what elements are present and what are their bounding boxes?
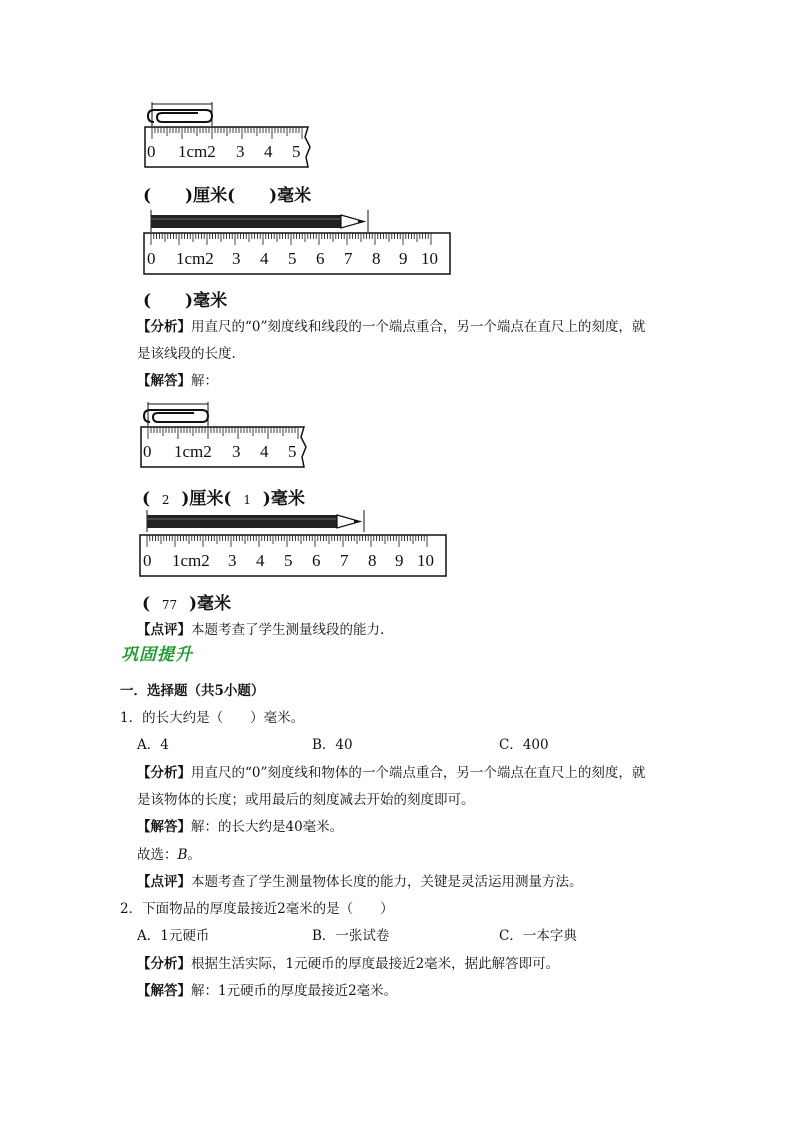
ruler-figure-paperclip [140, 100, 315, 172]
filled-cm-mm: ( 2 )厘米( 1 )毫米 [142, 489, 305, 509]
q2-option-a: A．1元硬币 [137, 928, 210, 944]
q1-analysis-cont: 是该物体的长度；或用最后的刻度减去开始的刻度即可。 [137, 792, 475, 808]
paperclip-icon [144, 410, 208, 422]
q2-answer: 【解答】解：1元硬币的厚度最接近2毫米。 [137, 983, 398, 999]
q1-analysis: 【分析】用直尺的“0”刻度线和物体的一个端点重合，另一个端点在直尺上的刻度，就 [137, 765, 646, 781]
q1-option-c: C．400 [499, 737, 549, 753]
q1-answer: 【解答】解：的长大约是40毫米。 [137, 819, 344, 835]
tick-label: 3 [232, 249, 241, 268]
ruler-figure-paperclip-answer [136, 400, 311, 472]
tick-label: 3 [232, 442, 241, 461]
pencil-icon [147, 515, 362, 528]
filled-mm: ( 77 )毫米 [142, 594, 232, 614]
q1-option-a: A．4 [137, 737, 169, 753]
tick-label: 10 [417, 551, 434, 570]
tick-label: 4 [256, 551, 265, 570]
answer-mm: 1 [243, 493, 251, 507]
pencil-icon [151, 215, 366, 228]
tick-label: 6 [312, 551, 321, 570]
tick-label: 1cm2 [176, 249, 214, 268]
blank-mm: ( )毫米 [143, 291, 228, 311]
tick-label: 6 [316, 249, 325, 268]
q2-analysis: 【分析】根据生活实际，1元硬币的厚度最接近2毫米，据此解答即可。 [137, 956, 560, 972]
tick-label: 0 [147, 142, 156, 161]
tick-label: 4 [260, 442, 269, 461]
part-title: 一．选择题（共5小题） [120, 683, 265, 699]
blank-cm-mm: ( )厘米( )毫米 [143, 186, 312, 206]
comment-tag: 【点评】 [137, 622, 191, 638]
paperclip-icon [148, 110, 212, 122]
tick-label: 4 [264, 142, 273, 161]
tick-label: 1cm2 [174, 442, 212, 461]
tick-label: 10 [421, 249, 438, 268]
q1-choice: 故选：B。 [137, 847, 201, 863]
tick-label: 9 [399, 249, 408, 268]
answer-line: 【解答】解： [137, 373, 218, 389]
question-2-stem: 2．下面物品的厚度最接近2毫米的是（ ） [120, 901, 394, 917]
analysis-line: 是该线段的长度. [137, 346, 236, 362]
tick-label: 5 [288, 249, 297, 268]
tick-label: 5 [292, 142, 301, 161]
question-1-stem: 1．的长大约是（ ）毫米。 [120, 710, 305, 726]
answer-mm-77: 77 [161, 598, 178, 612]
tick-label: 3 [236, 142, 245, 161]
tick-label: 9 [395, 551, 404, 570]
tick-label: 3 [228, 551, 237, 570]
answer-tag: 【解答】 [137, 373, 191, 389]
q1-comment: 【点评】本题考查了学生测量物体长度的能力，关键是灵活运用测量方法。 [137, 874, 583, 890]
q1-option-b: B．40 [312, 737, 353, 753]
answer-cm: 2 [161, 493, 170, 507]
q2-option-b: B．一张试卷 [312, 928, 390, 944]
tick-label: 5 [288, 442, 297, 461]
tick-label: 1cm2 [172, 551, 210, 570]
tick-label: 5 [284, 551, 293, 570]
tick-label: 8 [368, 551, 377, 570]
tick-label: 0 [143, 442, 152, 461]
tick-label: 7 [344, 249, 353, 268]
comment-line: 【点评】本题考查了学生测量线段的能力. [137, 622, 385, 638]
tick-label: 7 [340, 551, 349, 570]
tick-label: 1cm2 [178, 142, 216, 161]
ruler-figure-pencil-answer [134, 508, 449, 580]
tick-label: 8 [372, 249, 381, 268]
tick-label: 0 [143, 551, 152, 570]
q2-option-c: C．一本字典 [499, 928, 577, 944]
tick-label: 0 [147, 249, 156, 268]
ruler-figure-pencil [138, 208, 453, 278]
tick-label: 4 [260, 249, 269, 268]
section-heading: 巩固提升 [121, 645, 193, 665]
analysis-line: 【分析】用直尺的“0”刻度线和线段的一个端点重合，另一个端点在直尺上的刻度，就 [137, 319, 646, 335]
analysis-tag: 【分析】 [137, 319, 191, 335]
